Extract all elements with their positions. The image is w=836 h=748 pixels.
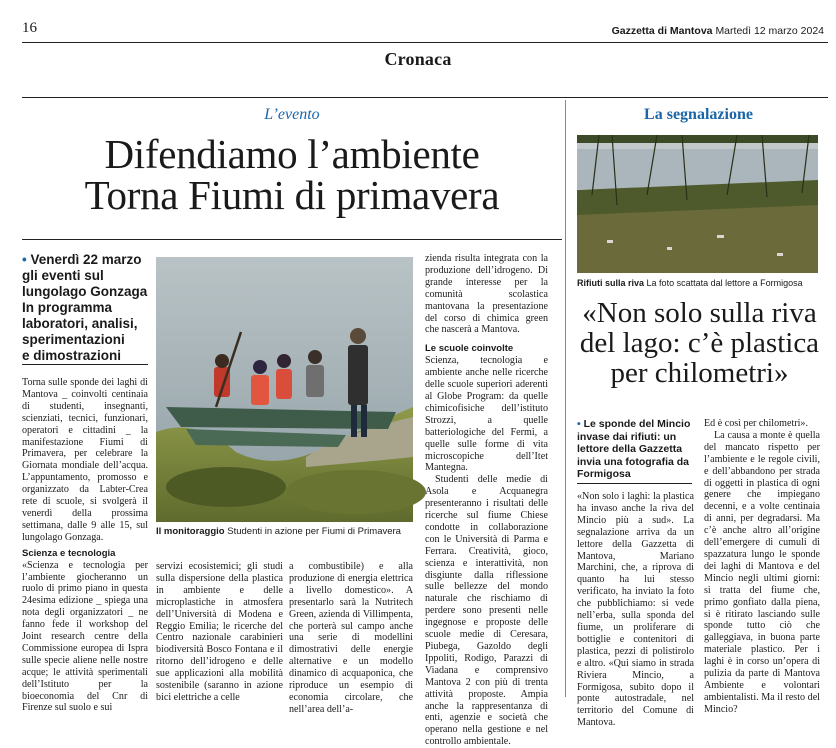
sidebar-headline [572,298,827,388]
sidebar-kicker: La segnalazione [644,106,753,123]
paragraph: Torna sulle sponde dei laghi di Mantova _ coinvolti centinaia di studenti, insegnanti, scienziati, tecnici, funzionari, operatori e cittadini _ la manifestazione Fiumi di Primavera, per celebrare la Giornata mondiale dell’acqua. L’appuntamento, promosso e organizzato da Labter-Crea rete di scuole, si svolgerà il venerdì della prossima settimana, dalle 9 alle 15, sul lungolago Gonzaga. [22,377,148,543]
paper-info [612,25,824,37]
caption-text: Studenti in azione per Fiumi di Primavera [227,526,401,537]
issue-date: Martedì 12 marzo 2024 [715,25,824,37]
summary-line: e dimostrazioni [22,348,122,363]
paper-name: Gazzetta di Mantova [611,25,713,37]
bullet: • [577,418,581,430]
paragraph: Studenti delle medie di Asola e Acquanegra presenteranno i risultati delle ricerche sul fiume Chiese condotte in collaborazione con le Università di Parma e Ferrara. Creatività, gioco, scienza e interattività, non disgiunte dalla riflessione sulle bellezze del mondo naturale che rischiamo di perdere sono presenti nelle ingegnose e proposte delle scuole medie di Ceresara, Piubega, Gazoldo degli Ippoliti, Rodigo, Parazzi di Viadana e comprensivo Mantova 2 con più di trenta attività proposte. Ampia anche la rappresentanza di enti, agenzie e società che operano nella gestione e nel controllo ambientale. [425,474,548,748]
subheading: Scienza e tecnologia [22,547,116,559]
main-summary [22,252,152,364]
sidebar-column-2 [704,418,820,715]
sidebar-photo-caption [577,277,822,289]
headline-line-1: «Non solo sulla riva [582,297,817,329]
paragraph: a combustibile) e alla produzione di energia elettrica a livello domestico». A presentarlo sarà la Nutritech Green, azienda di Villimpenta, che porterà sul campo anche una serie di modellini dimostrativi delle energie alternative e un modello dinamico di acquaponica, che riproduce un esempio di economia circolare, che nell’area dell’a- [289,561,413,715]
section-rule [22,97,828,98]
header-rule [22,42,828,43]
main-kicker: L’evento [264,106,320,123]
sidebar-summary [577,418,695,481]
summary-line: sperimentazioni [22,332,125,347]
main-photo-caption [156,526,416,538]
article-column-4 [425,253,548,748]
subheading: Le scuole coinvolte [425,343,514,355]
headline-line-3: per chilometri» [610,357,789,389]
riverbank-litter-illustration [577,135,818,273]
main-headline [22,131,562,218]
paragraph: «Non solo i laghi: la plastica ha invaso anche la riva del Mincio più a sud». La segnalazione arriva da un lettore della Gazzetta di Mantova, Mariano Marchini, che, a riprova di quanto ha lui stesso verificato, ha inviato la foto che pubblichiamo: si vede nell’erba, sulla sponda del fiume, un proliferare di bottiglie e contenitori di plastica, pezzi di polistirolo e altro. «Qui siamo in strada Riviera Mincio, a Formigosa, subito dopo il ponte autostradale, nel territorio del Comune di Mantova. [577,491,694,729]
summary-rule [22,364,148,365]
summary-line: lungolago Gonzaga [22,284,148,299]
caption-bold: Rifiuti sulla riva [577,278,645,288]
headline-line-2: Torna Fiumi di primavera [84,172,500,218]
paragraph: servizi ecosistemici; gli studi sulla dispersione della plastica in ambiente e delle microplastiche in atmosfera dell’Università di Modena e Reggio Emilia; le ricerche del Centro nazionale carabinieri biodiversità Bosco Fontana e il ritorno dell’idrogeno e delle sue applicazioni alla mobilità sostenibile (saranno in azione bici elettriche a celle [156,561,283,703]
caption-text: La foto scattata dal lettore a Formigosa [646,278,803,288]
page-number: 16 [22,20,37,36]
summary-line: laboratori, analisi, [22,316,138,331]
article-column-3 [289,561,413,715]
article-column-2 [156,561,283,703]
sidebar-summary-rule [577,483,692,484]
column-divider [565,100,566,697]
summary-line: In programma [22,300,113,315]
headline-line-1: Difendiamo l’ambiente [104,131,480,177]
sidebar-photo [577,135,818,273]
section-title: Cronaca [384,49,452,69]
summary-text: Le sponde del Mincio invase dai rifiuti: un lettore della Gazzetta invia una fotografia da Formigosa [577,418,691,480]
paragraph: Scienza, tecnologia e ambiente anche nelle ricerche delle scuole superiori aderenti al Globe Program: da quelle chimicofisiche dell’istituto Strozzi, a quelle batteriologiche del Fermi, a quelle sulle forme di vita microscopiche dell’Itet Mantegna. [425,355,548,474]
summary-line: gli eventi sul [22,268,104,283]
caption-bold: Il monitoraggio [156,526,225,537]
main-photo [156,257,413,522]
headline-line-2: del lago: c’è plastica [579,327,820,359]
summary-line: • Venerdì 22 marzo [22,252,142,267]
bullet: • [22,252,27,267]
students-in-canoes-illustration [156,257,413,522]
article-column-1 [22,377,148,714]
paragraph: Ed è così per chilometri». [704,418,808,429]
paragraph: «Scienza e tecnologia per l’ambiente giocheranno un ruolo di primo piano in questa 24esima edizione _ spiega una nota degli organizzatori _ ne fanno fede il workshop del Joint research centre della Commissione europea di Ispra sulle specie aliene nelle nostre acque; le attività sperimentali dell’Istituto per la bioeconomia del Cnr di Firenze sul suolo e sui [22,559,148,714]
sidebar-column-1 [577,491,694,729]
headline-rule [22,239,562,240]
paragraph: La causa a monte è quella del mancato rispetto per l’ambiente e le regole civili, e dell’abbandono per strada di oggetti in plastica di ogni genere che impiegano decenni, e a volte centinaia di anni, per degradarsi. Ma c’è anche altro all’origine dell’emergere di cumuli di spazzatura lungo le sponde dei laghi di Mantova e del Mincio negli ultimi giorni: si tratta del fiume che, primo gonfiato dalla piena, si è ritirato lasciando sulle sponde tutto ciò che galleggiava, in buona parte materiale plastico. Per i laghi è in corso un’opera di pulizia da parte di Mantova Ambiente e volontari ambientalisti. Ma il resto del Mincio? [704,429,820,715]
paragraph: zienda risulta integrata con la produzione dell’idrogeno. Di grande interesse per la comunità scolastica mantovana la presentazione del corso di chimica green che nascerà a Mantova. [425,253,548,336]
